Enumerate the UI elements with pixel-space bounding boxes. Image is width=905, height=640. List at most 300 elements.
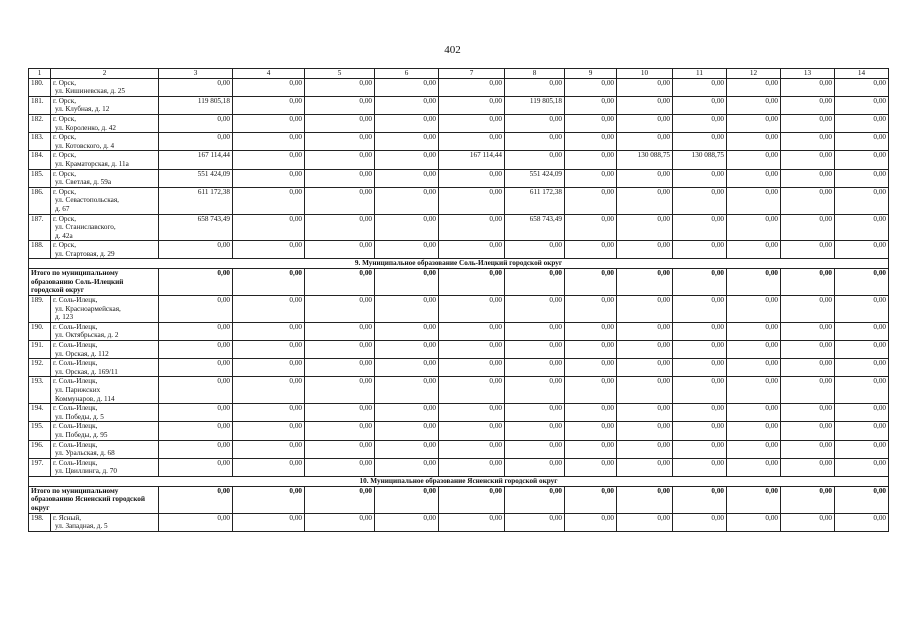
value-cell: 0,00: [835, 296, 889, 323]
value-cell: 658 743,49: [159, 214, 233, 241]
value-cell: 0,00: [673, 241, 727, 259]
address-line: ул. Орская, д. 169/11: [55, 367, 118, 376]
address-line: ул. Краматорская, д. 11а: [55, 159, 129, 168]
address-cell: [51, 187, 159, 214]
value-cell: 0,00: [835, 169, 889, 187]
value-cell: 0,00: [835, 341, 889, 359]
header-cell: 3: [159, 69, 233, 79]
value-cell: 0,00: [233, 341, 305, 359]
value-cell: 0,00: [565, 187, 617, 214]
value-cell: 0,00: [727, 214, 781, 241]
total-value-cell: 0,00: [375, 486, 439, 513]
table-row: [29, 458, 889, 476]
value-cell: 0,00: [233, 458, 305, 476]
value-cell: 0,00: [565, 114, 617, 132]
value-cell: 0,00: [673, 359, 727, 377]
value-cell: 0,00: [233, 422, 305, 440]
value-cell: 551 424,09: [159, 169, 233, 187]
value-cell: 0,00: [617, 404, 673, 422]
address-line: ул. Уральская, д. 68: [55, 449, 115, 458]
value-cell: 0,00: [375, 187, 439, 214]
address-line: г. Соль-Илецк,: [53, 296, 98, 305]
address-line: г. Соль-Илецк,: [53, 322, 98, 331]
value-cell: 0,00: [233, 322, 305, 340]
value-cell: 0,00: [505, 322, 565, 340]
value-cell: 0,00: [565, 341, 617, 359]
value-cell: 0,00: [727, 440, 781, 458]
value-cell: 0,00: [781, 151, 835, 169]
value-cell: 119 805,18: [159, 96, 233, 114]
address-line: д. 123: [55, 313, 74, 322]
value-cell: 0,00: [375, 241, 439, 259]
value-cell: 0,00: [159, 458, 233, 476]
value-cell: 0,00: [159, 322, 233, 340]
value-cell: 0,00: [727, 296, 781, 323]
value-cell: 0,00: [673, 78, 727, 96]
table-row: [29, 78, 889, 96]
row-number: 189.: [29, 296, 51, 323]
value-cell: 0,00: [617, 322, 673, 340]
value-cell: 0,00: [781, 422, 835, 440]
value-cell: 0,00: [727, 114, 781, 132]
value-cell: 0,00: [233, 513, 305, 531]
value-cell: 0,00: [617, 422, 673, 440]
total-label: Итого по муниципальному образованию Ясненский городской округ: [29, 486, 159, 513]
value-cell: 0,00: [505, 341, 565, 359]
value-cell: 0,00: [505, 78, 565, 96]
header-cell: 13: [781, 69, 835, 79]
value-cell: 0,00: [673, 422, 727, 440]
row-number: 194.: [29, 404, 51, 422]
value-cell: 0,00: [505, 114, 565, 132]
table-row: [29, 404, 889, 422]
header-row: [29, 69, 889, 79]
table-row: [29, 422, 889, 440]
address-line: г. Соль-Илецк,: [53, 377, 98, 386]
row-number: 197.: [29, 458, 51, 476]
value-cell: 0,00: [505, 377, 565, 404]
value-cell: 0,00: [727, 187, 781, 214]
row-number: 198.: [29, 513, 51, 531]
total-row: [29, 269, 889, 296]
value-cell: 0,00: [505, 133, 565, 151]
row-number: 180.: [29, 78, 51, 96]
value-cell: 0,00: [673, 513, 727, 531]
value-cell: 0,00: [617, 296, 673, 323]
row-number: 195.: [29, 422, 51, 440]
value-cell: 0,00: [565, 133, 617, 151]
table-row: [29, 341, 889, 359]
value-cell: 0,00: [781, 114, 835, 132]
address-line: г. Орск,: [53, 187, 76, 196]
address-line: ул. Победы, д. 95: [55, 430, 108, 439]
value-cell: 0,00: [159, 440, 233, 458]
address-cell: [51, 169, 159, 187]
value-cell: 0,00: [159, 341, 233, 359]
address-cell: [51, 151, 159, 169]
value-cell: 0,00: [375, 133, 439, 151]
value-cell: 0,00: [617, 359, 673, 377]
row-number: 187.: [29, 214, 51, 241]
value-cell: 0,00: [439, 78, 505, 96]
value-cell: 0,00: [305, 404, 375, 422]
value-cell: 0,00: [565, 377, 617, 404]
total-value-cell: 0,00: [505, 269, 565, 296]
header-cell: 4: [233, 69, 305, 79]
row-number: 190.: [29, 322, 51, 340]
value-cell: 0,00: [505, 151, 565, 169]
value-cell: 0,00: [159, 513, 233, 531]
value-cell: 0,00: [159, 241, 233, 259]
table-row: [29, 187, 889, 214]
address-cell: [51, 133, 159, 151]
value-cell: 0,00: [835, 187, 889, 214]
header-cell: 9: [565, 69, 617, 79]
row-number: 182.: [29, 114, 51, 132]
address-line: г. Орск,: [53, 169, 76, 178]
value-cell: 0,00: [565, 440, 617, 458]
value-cell: 0,00: [439, 377, 505, 404]
address-line: ул. Севастопольская,: [55, 196, 119, 205]
table-row: [29, 96, 889, 114]
value-cell: 0,00: [233, 96, 305, 114]
value-cell: 0,00: [305, 151, 375, 169]
value-cell: 0,00: [565, 422, 617, 440]
value-cell: 0,00: [439, 513, 505, 531]
value-cell: 0,00: [305, 377, 375, 404]
value-cell: 0,00: [617, 133, 673, 151]
value-cell: 0,00: [565, 151, 617, 169]
value-cell: 0,00: [565, 241, 617, 259]
address-cell: [51, 341, 159, 359]
address-line: г. Орск,: [53, 241, 76, 250]
value-cell: 0,00: [305, 114, 375, 132]
address-line: г. Соль-Илецк,: [53, 440, 98, 449]
value-cell: 0,00: [673, 96, 727, 114]
address-line: г. Орск,: [53, 151, 76, 160]
value-cell: 0,00: [375, 169, 439, 187]
value-cell: 0,00: [305, 322, 375, 340]
value-cell: 0,00: [305, 359, 375, 377]
value-cell: 0,00: [565, 78, 617, 96]
value-cell: 0,00: [727, 133, 781, 151]
address-cell: [51, 422, 159, 440]
value-cell: 0,00: [565, 296, 617, 323]
value-cell: 0,00: [781, 404, 835, 422]
value-cell: 0,00: [727, 422, 781, 440]
value-cell: 0,00: [781, 78, 835, 96]
value-cell: 0,00: [673, 114, 727, 132]
value-cell: 0,00: [673, 458, 727, 476]
value-cell: 0,00: [233, 187, 305, 214]
value-cell: 0,00: [305, 241, 375, 259]
value-cell: 0,00: [233, 214, 305, 241]
value-cell: 0,00: [439, 359, 505, 377]
value-cell: 0,00: [835, 404, 889, 422]
total-value-cell: 0,00: [233, 269, 305, 296]
total-value-cell: 0,00: [781, 269, 835, 296]
value-cell: 0,00: [781, 214, 835, 241]
row-number: 186.: [29, 187, 51, 214]
value-cell: 0,00: [159, 296, 233, 323]
value-cell: 0,00: [617, 187, 673, 214]
address-cell: [51, 78, 159, 96]
value-cell: 0,00: [781, 296, 835, 323]
value-cell: 0,00: [305, 440, 375, 458]
value-cell: 0,00: [439, 169, 505, 187]
header-cell: 1: [29, 69, 51, 79]
table-row: [29, 359, 889, 377]
address-line: ул. Котовского, д. 4: [55, 141, 115, 150]
value-cell: 0,00: [673, 133, 727, 151]
table-row: [29, 133, 889, 151]
row-number: 181.: [29, 96, 51, 114]
value-cell: 0,00: [233, 359, 305, 377]
value-cell: 0,00: [781, 440, 835, 458]
table-row: [29, 241, 889, 259]
address-cell: [51, 513, 159, 531]
table-row: [29, 296, 889, 323]
value-cell: 167 114,44: [439, 151, 505, 169]
value-cell: 0,00: [727, 322, 781, 340]
total-value-cell: 0,00: [305, 486, 375, 513]
value-cell: 0,00: [439, 422, 505, 440]
value-cell: 0,00: [439, 214, 505, 241]
value-cell: 0,00: [439, 241, 505, 259]
value-cell: 0,00: [673, 341, 727, 359]
value-cell: 0,00: [781, 513, 835, 531]
value-cell: 0,00: [159, 133, 233, 151]
value-cell: 0,00: [835, 214, 889, 241]
value-cell: 0,00: [375, 359, 439, 377]
value-cell: 0,00: [727, 169, 781, 187]
value-cell: 0,00: [375, 513, 439, 531]
value-cell: 0,00: [835, 359, 889, 377]
address-cell: [51, 377, 159, 404]
table-row: [29, 114, 889, 132]
header-cell: 7: [439, 69, 505, 79]
value-cell: 0,00: [375, 322, 439, 340]
section-heading-row: [29, 476, 889, 486]
value-cell: 0,00: [617, 214, 673, 241]
value-cell: 0,00: [727, 359, 781, 377]
value-cell: 0,00: [375, 422, 439, 440]
page-number: 402: [444, 44, 461, 56]
value-cell: 0,00: [305, 169, 375, 187]
value-cell: 0,00: [439, 440, 505, 458]
header-cell: 5: [305, 69, 375, 79]
value-cell: 0,00: [565, 322, 617, 340]
value-cell: 0,00: [565, 404, 617, 422]
address-line: ул. Парижских: [55, 386, 101, 394]
value-cell: 119 805,18: [505, 96, 565, 114]
value-cell: 0,00: [505, 422, 565, 440]
total-value-cell: 0,00: [617, 486, 673, 513]
value-cell: 0,00: [673, 440, 727, 458]
value-cell: 0,00: [505, 404, 565, 422]
value-cell: 0,00: [439, 187, 505, 214]
section-heading: 9. Муниципальное образование Соль-Илецкий городской округ: [29, 259, 889, 269]
value-cell: 0,00: [617, 114, 673, 132]
value-cell: 0,00: [835, 513, 889, 531]
value-cell: 0,00: [439, 114, 505, 132]
value-cell: 0,00: [233, 241, 305, 259]
value-cell: 0,00: [305, 214, 375, 241]
value-cell: 0,00: [305, 78, 375, 96]
value-cell: 0,00: [727, 513, 781, 531]
table-row: [29, 151, 889, 169]
total-label: Итого по муниципальному образованию Соль-Илецкий городской округ: [29, 269, 159, 296]
value-cell: 0,00: [835, 422, 889, 440]
address-line: г. Соль-Илецк,: [53, 359, 98, 368]
value-cell: 0,00: [727, 78, 781, 96]
value-cell: 0,00: [305, 513, 375, 531]
value-cell: 0,00: [305, 133, 375, 151]
value-cell: 0,00: [375, 151, 439, 169]
value-cell: 0,00: [439, 133, 505, 151]
value-cell: 0,00: [617, 241, 673, 259]
row-number: 188.: [29, 241, 51, 259]
total-value-cell: 0,00: [505, 486, 565, 513]
address-cell: [51, 458, 159, 476]
row-number: 192.: [29, 359, 51, 377]
row-number: 183.: [29, 133, 51, 151]
header-cell: 12: [727, 69, 781, 79]
value-cell: 0,00: [305, 187, 375, 214]
value-cell: 0,00: [439, 322, 505, 340]
value-cell: 0,00: [673, 187, 727, 214]
value-cell: 0,00: [617, 96, 673, 114]
total-value-cell: 0,00: [439, 269, 505, 296]
value-cell: 0,00: [505, 458, 565, 476]
value-cell: 0,00: [565, 96, 617, 114]
value-cell: 0,00: [305, 422, 375, 440]
value-cell: 0,00: [159, 114, 233, 132]
value-cell: 0,00: [505, 296, 565, 323]
value-cell: 0,00: [233, 377, 305, 404]
value-cell: 0,00: [727, 377, 781, 404]
table-row: [29, 513, 889, 531]
total-value-cell: 0,00: [781, 486, 835, 513]
value-cell: 0,00: [305, 296, 375, 323]
address-line: ул. Красноармейская,: [55, 304, 121, 313]
address-line: г. Соль-Илецк,: [53, 341, 98, 350]
total-row: [29, 486, 889, 513]
address-line: Коммунаров, д. 114: [55, 394, 115, 403]
address-line: ул. Западная, д. 5: [55, 522, 108, 531]
address-line: г. Орск,: [53, 114, 76, 123]
address-cell: [51, 241, 159, 259]
value-cell: 0,00: [439, 458, 505, 476]
value-cell: 0,00: [781, 241, 835, 259]
table-row: [29, 214, 889, 241]
value-cell: 0,00: [233, 151, 305, 169]
table-row: [29, 322, 889, 340]
value-cell: 0,00: [835, 241, 889, 259]
value-cell: 611 172,38: [159, 187, 233, 214]
value-cell: 0,00: [233, 296, 305, 323]
value-cell: 0,00: [617, 440, 673, 458]
value-cell: 0,00: [233, 440, 305, 458]
value-cell: 0,00: [505, 241, 565, 259]
value-cell: 0,00: [673, 296, 727, 323]
value-cell: 0,00: [781, 169, 835, 187]
total-value-cell: 0,00: [233, 486, 305, 513]
address-cell: [51, 114, 159, 132]
address-cell: [51, 296, 159, 323]
total-value-cell: 0,00: [673, 269, 727, 296]
address-line: д. 42а: [55, 231, 73, 240]
address-line: ул. Цвиллинга, д. 70: [55, 467, 117, 476]
table-row: [29, 169, 889, 187]
value-cell: 0,00: [673, 322, 727, 340]
value-cell: 0,00: [835, 96, 889, 114]
section-heading-row: [29, 259, 889, 269]
total-value-cell: 0,00: [375, 269, 439, 296]
value-cell: 0,00: [233, 133, 305, 151]
header-cell: 2: [51, 69, 159, 79]
value-cell: 167 114,44: [159, 151, 233, 169]
value-cell: 0,00: [233, 169, 305, 187]
address-line: г. Соль-Илецк,: [53, 404, 98, 413]
value-cell: 0,00: [375, 440, 439, 458]
total-value-cell: 0,00: [617, 269, 673, 296]
address-line: ул. Орская, д. 112: [55, 349, 109, 358]
total-value-cell: 0,00: [565, 486, 617, 513]
value-cell: 0,00: [835, 114, 889, 132]
value-cell: 0,00: [505, 513, 565, 531]
value-cell: 0,00: [781, 133, 835, 151]
value-cell: 0,00: [375, 404, 439, 422]
value-cell: 130 088,75: [673, 151, 727, 169]
address-line: г. Орск,: [53, 214, 76, 223]
value-cell: 0,00: [673, 404, 727, 422]
value-cell: 0,00: [233, 114, 305, 132]
value-cell: 0,00: [835, 78, 889, 96]
value-cell: 0,00: [375, 341, 439, 359]
value-cell: 0,00: [375, 458, 439, 476]
value-cell: 0,00: [781, 96, 835, 114]
header-cell: 10: [617, 69, 673, 79]
value-cell: 0,00: [835, 458, 889, 476]
value-cell: 0,00: [835, 151, 889, 169]
table-body: [29, 78, 889, 531]
value-cell: 0,00: [673, 377, 727, 404]
address-line: г. Орск,: [53, 133, 76, 142]
address-line: ул. Клубная, д. 12: [55, 105, 110, 114]
address-cell: [51, 440, 159, 458]
value-cell: 0,00: [159, 359, 233, 377]
total-value-cell: 0,00: [439, 486, 505, 513]
value-cell: 0,00: [233, 404, 305, 422]
address-line: г. Орск,: [53, 96, 76, 105]
section-heading: 10. Муниципальное образование Ясненский городской округ: [29, 476, 889, 486]
value-cell: 0,00: [305, 341, 375, 359]
value-cell: 0,00: [565, 359, 617, 377]
address-cell: [51, 359, 159, 377]
address-cell: [51, 96, 159, 114]
value-cell: 0,00: [781, 341, 835, 359]
address-line: ул. Кишиневская, д. 25: [55, 87, 125, 96]
value-cell: 0,00: [727, 458, 781, 476]
value-cell: 0,00: [727, 96, 781, 114]
value-cell: 0,00: [375, 114, 439, 132]
row-number: 196.: [29, 440, 51, 458]
value-cell: 0,00: [835, 133, 889, 151]
value-cell: 0,00: [835, 440, 889, 458]
value-cell: 0,00: [835, 322, 889, 340]
address-line: ул. Короленко, д. 42: [55, 123, 116, 132]
